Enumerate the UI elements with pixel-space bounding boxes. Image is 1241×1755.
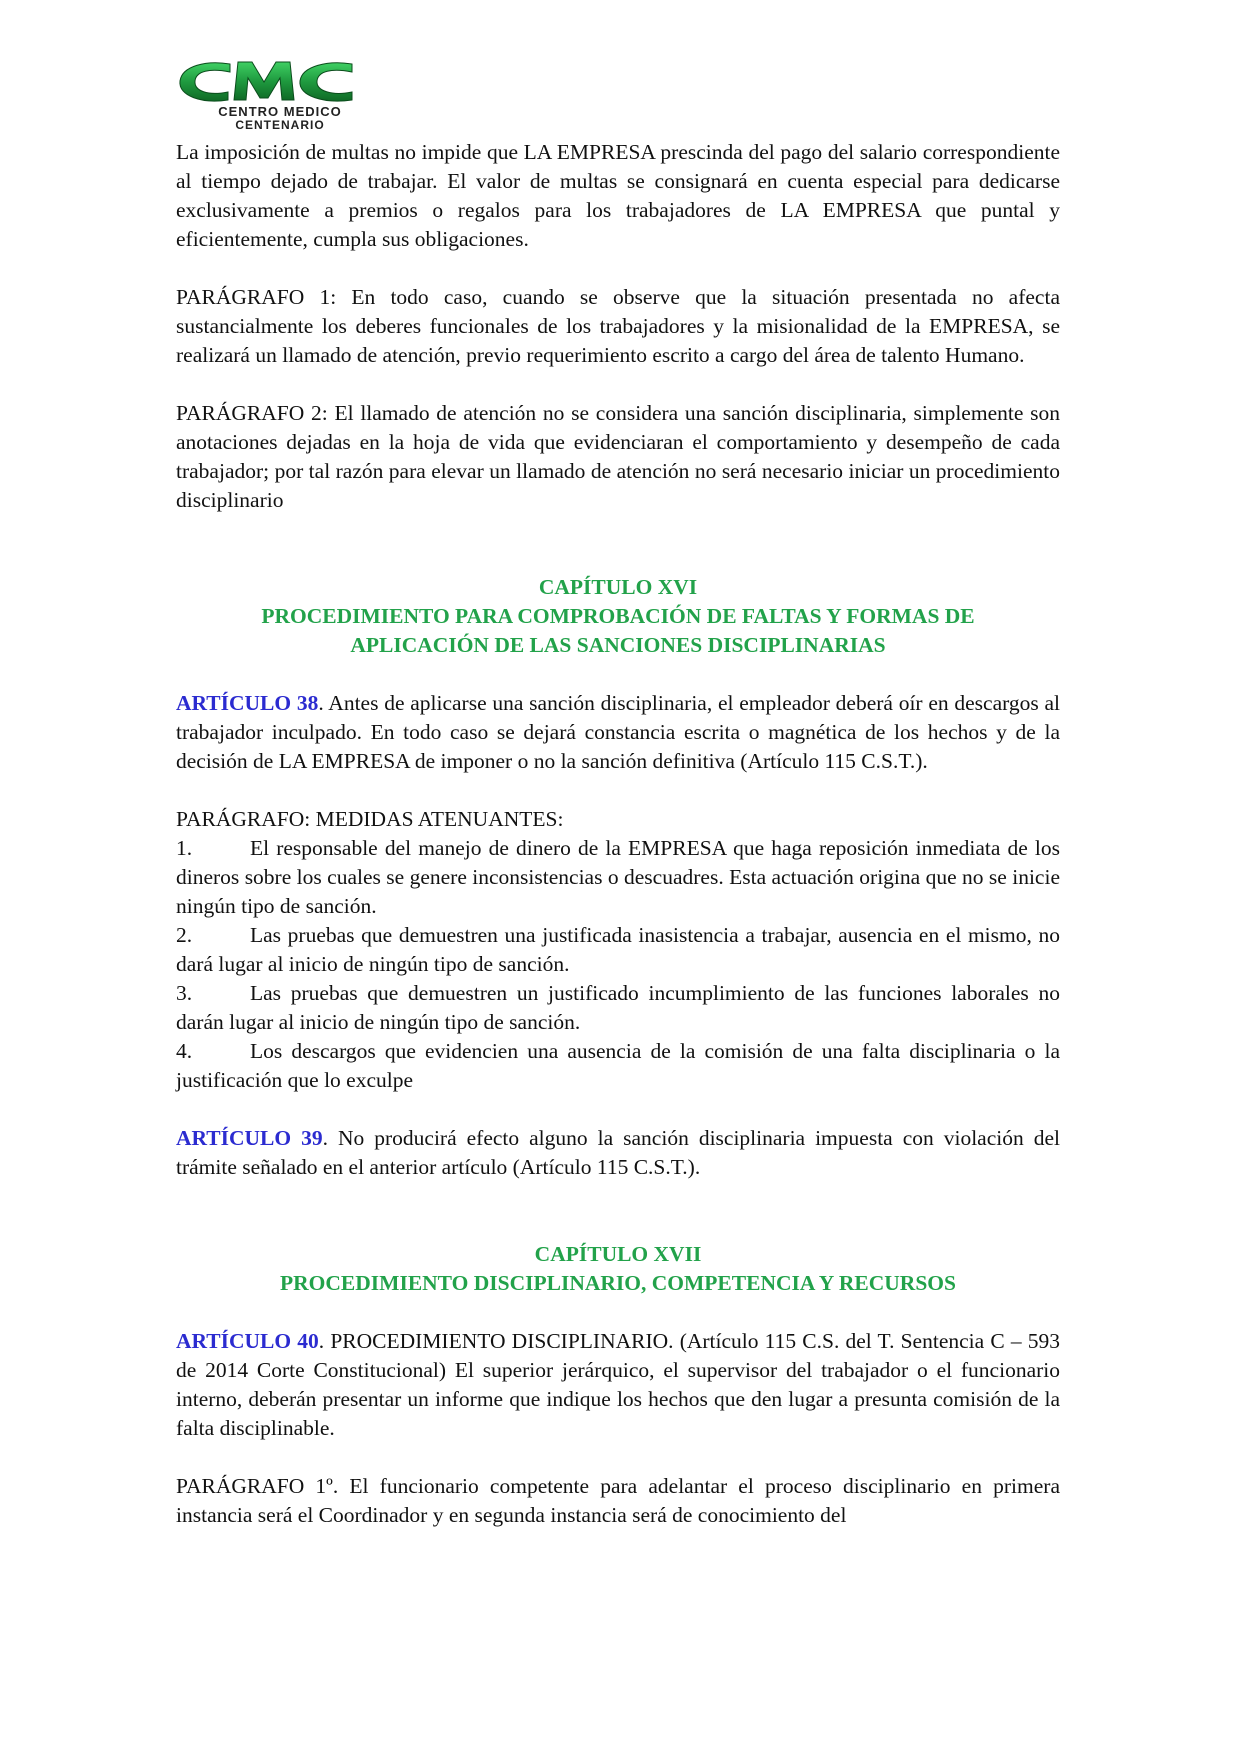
chapter-17-title: PROCEDIMIENTO DISCIPLINARIO, COMPETENCIA Y RECURSOS (280, 1271, 956, 1295)
list-item (176, 921, 1060, 979)
chapter-16-number: CAPÍTULO XVI (538, 575, 698, 599)
list-item (176, 1037, 1060, 1095)
logo-line2: CENTENARIO (235, 118, 325, 132)
chapter-16-title-line1: PROCEDIMIENTO PARA COMPROBACIÓN DE FALTAS Y FORMAS DE (261, 604, 975, 628)
list-item-number: 4. (176, 1039, 193, 1063)
paragraph-paragrafo-1-final: PARÁGRAFO 1º. El funcionario competente para adelantar el proceso disciplinario en primera instancia será el Coordinador y en segunda instancia será de conocimiento del (176, 1474, 1060, 1527)
list-item-text: Las pruebas que demuestren una justificada inasistencia a trabajar, ausencia en el mismo, no dará lugar al inicio de ningún tipo de sanción. (176, 923, 1060, 976)
article-39-label: ARTÍCULO 39 (176, 1126, 323, 1150)
article-40-label: ARTÍCULO 40 (176, 1329, 319, 1353)
logo-line1: CENTRO MEDICO (218, 104, 342, 119)
cmc-logo-graphic (176, 56, 376, 132)
article-38-text: . Antes de aplicarse una sanción disciplinaria, el empleador deberá oír en descargos al trabajador inculpado. En todo caso se dejará constancia escrita o magnética de los hechos y de la decisión de LA EMPRESA de imponer o no la sanción definitiva (Artículo 115 C.S.T.). (176, 691, 1061, 773)
list-item-number: 1. (176, 836, 193, 860)
list-item-text: El responsable del manejo de dinero de la EMPRESA que haga reposición inmediata de los dineros sobre los cuales se genere inconsistencias o descuadres. Esta actuación origina que no se inicie ningún tipo de sanción. (176, 836, 1060, 918)
paragraph-paragrafo-2: PARÁGRAFO 2: El llamado de atención no se considera una sanción disciplinaria, simplemente son anotaciones dejadas en la hoja de vida que evidenciaran el comportamiento y desempeño de cada trabajador; por tal razón para elevar un llamado de atención no será necesario iniciar un procedimiento disciplinario (176, 401, 1060, 512)
list-item-text: Las pruebas que demuestren un justificado incumplimiento de las funciones laborales no darán lugar al inicio de ningún tipo de sanción. (176, 981, 1060, 1034)
paragraph-paragrafo-1: PARÁGRAFO 1: En todo caso, cuando se observe que la situación presentada no afecta sustancialmente los deberes funcionales de los trabajadores y la misionalidad de la EMPRESA, se realizará un llamado de atención, previo requerimiento escrito a cargo del área de talento Humano. (176, 285, 1060, 367)
list-item-number: 3. (176, 981, 193, 1005)
document-page (176, 56, 1060, 1530)
article-40 (176, 1327, 1060, 1443)
chapter-17-number: CAPÍTULO XVII (534, 1242, 702, 1266)
article-38 (176, 689, 1060, 776)
list-item (176, 979, 1060, 1037)
list-item-text: Los descargos que evidencien una ausencia de la comisión de una falta disciplinaria o la justificación que lo exculpe (176, 1039, 1060, 1092)
paragraph-multas: La imposición de multas no impide que LA EMPRESA prescinda del pago del salario correspondiente al tiempo dejado de trabajar. El valor de multas se consignará en cuenta especial para dedicarse exclusivamente a premios o regalos para los trabajadores de LA EMPRESA que puntal y eficientemente, cumpla sus obligaciones. (176, 140, 1060, 251)
chapter-16-title-line2: APLICACIÓN DE LAS SANCIONES DISCIPLINARIAS (350, 633, 886, 657)
article-39-text: . No producirá efecto alguno la sanción disciplinaria impuesta con violación del trámite señalado en el anterior artículo (Artículo 115 C.S.T.). (176, 1126, 1060, 1179)
article-40-text: . PROCEDIMIENTO DISCIPLINARIO. (Artículo 115 C.S. del T. Sentencia C – 593 de 2014 Corte Constitucional) El superior jerárquico, el supervisor del trabajador o el funcionario interno, deberán presentar un informe que indique los hechos que den lugar a presunta comisión de la falta disciplinable. (176, 1329, 1061, 1440)
list-item (176, 834, 1060, 921)
list-item-number: 2. (176, 923, 193, 947)
cmc-logo (176, 56, 376, 132)
article-38-label: ARTÍCULO 38 (176, 691, 319, 715)
article-39 (176, 1124, 1060, 1182)
atenuantes-list (176, 834, 1060, 1095)
atenuantes-heading: PARÁGRAFO: MEDIDAS ATENUANTES: (176, 807, 564, 831)
